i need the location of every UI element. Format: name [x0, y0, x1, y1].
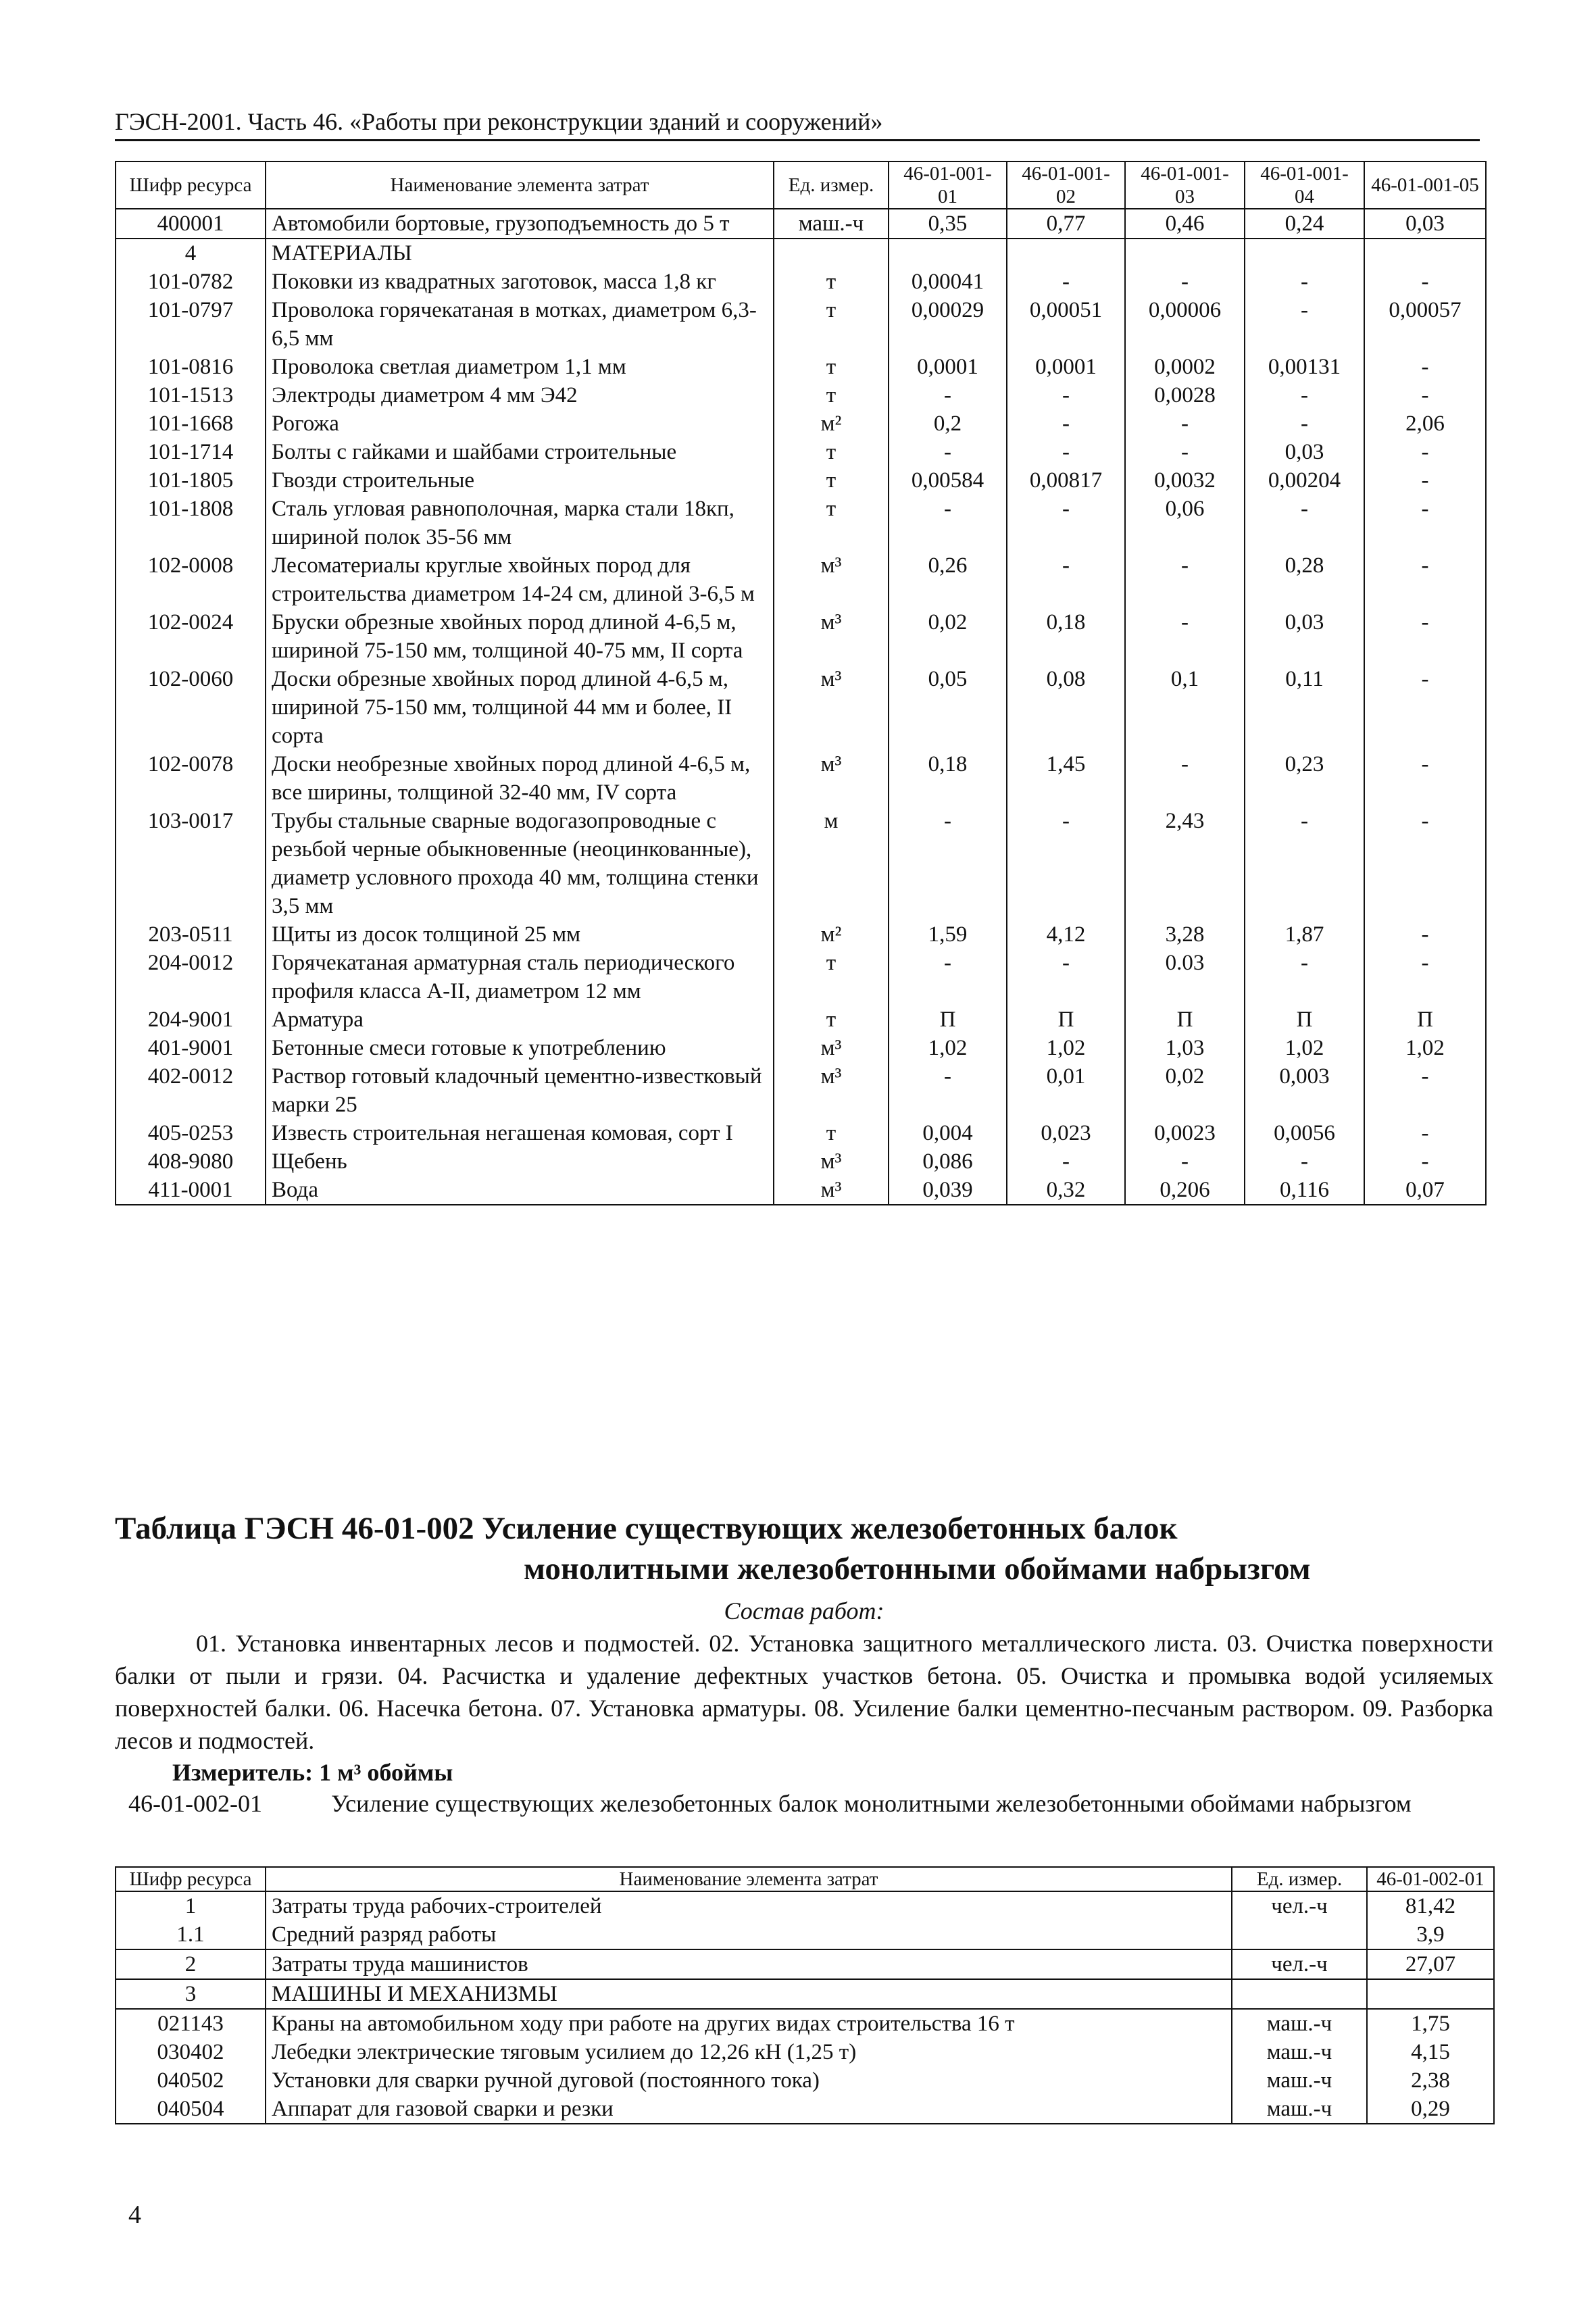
- cell-v4: [1245, 239, 1364, 268]
- cell-unit: м³: [774, 750, 889, 807]
- norm-description: Усиление существующих железобетонных балок монолитными железобетонными обоймами набрызгом: [331, 1790, 1412, 1817]
- cell-v4: 0,24: [1245, 209, 1364, 239]
- cell-code: 1.1: [116, 1920, 266, 1949]
- cell-v2: -: [1007, 381, 1125, 409]
- table-row: [116, 1949, 1494, 1979]
- cell-v1: 0,18: [889, 750, 1007, 807]
- cell-unit: м³: [774, 551, 889, 608]
- cell-v5: 1,02: [1364, 1034, 1486, 1062]
- cell-v1: 1,59: [889, 920, 1007, 949]
- cell-v3: 3,28: [1125, 920, 1245, 949]
- cell-unit: т: [774, 353, 889, 381]
- page-number: 4: [128, 2201, 141, 2229]
- col-header: 46-01-001-03: [1125, 161, 1245, 209]
- cell-v2: 0,01: [1007, 1062, 1125, 1119]
- cell-code: 101-1808: [116, 495, 266, 551]
- cell-v3: [1125, 239, 1245, 268]
- cell-name: Электроды диаметром 4 мм Э42: [266, 381, 774, 409]
- table-row: [116, 296, 1486, 353]
- cell-name: Трубы стальные сварные водогазопроводные с резьбой черные обыкновенные (неоцинкованные), диаметр условного прохода 40 мм, толщина стенки 3,5 мм: [266, 807, 774, 920]
- table-row: [116, 2009, 1494, 2038]
- cell-v5: -: [1364, 381, 1486, 409]
- cell-code: 102-0078: [116, 750, 266, 807]
- col-header: Ед. измер.: [1232, 1867, 1367, 1891]
- cell-v3: 2,43: [1125, 807, 1245, 920]
- resources-table-46-01-001: [115, 161, 1487, 1205]
- table-row: [116, 209, 1486, 239]
- cell-name: Рогожа: [266, 409, 774, 438]
- cell-unit: т: [774, 381, 889, 409]
- composition-text: 01. Установка инвентарных лесов и подмостей. 02. Установка защитного металлического листа. 03. Очистка поверхности балки от пыли и грязи. 04. Расчистка и удаление дефектных участков бетона. 05. Очистка и промывка водой усиляемых поверхностей балки. 06. Насечка бетона. 07. Установка арматуры. 08. Усиление балки цементно-песчаным раствором. 09. Разборка лесов и подмостей.: [115, 1630, 1493, 1754]
- cell-unit: м³: [774, 608, 889, 665]
- cell-v1: -: [889, 381, 1007, 409]
- cell-unit: м³: [774, 1147, 889, 1176]
- cell-v3: П: [1125, 1005, 1245, 1034]
- cell-v1: 0,29: [1367, 2095, 1494, 2124]
- table-row: [116, 239, 1486, 268]
- cell-code: 405-0253: [116, 1119, 266, 1147]
- cell-unit: маш.-ч: [1232, 2038, 1367, 2066]
- cell-code: 101-0797: [116, 296, 266, 353]
- cell-v3: -: [1125, 750, 1245, 807]
- cell-v3: 0,46: [1125, 209, 1245, 239]
- cell-v3: -: [1125, 1147, 1245, 1176]
- cell-v1: 81,42: [1367, 1891, 1494, 1920]
- cell-name: Лебедки электрические тяговым усилием до 12,26 кН (1,25 т): [266, 2038, 1232, 2066]
- cell-v5: -: [1364, 438, 1486, 466]
- cell-v2: П: [1007, 1005, 1125, 1034]
- cell-name: Затраты труда рабочих-строителей: [266, 1891, 1232, 1920]
- cell-unit: м²: [774, 409, 889, 438]
- cell-v5: -: [1364, 268, 1486, 296]
- cell-v5: -: [1364, 807, 1486, 920]
- cell-code: 411-0001: [116, 1176, 266, 1205]
- cell-name: Проволока светлая диаметром 1,1 мм: [266, 353, 774, 381]
- cell-v5: -: [1364, 495, 1486, 551]
- cell-unit: м³: [774, 1176, 889, 1205]
- cell-v3: 0,206: [1125, 1176, 1245, 1205]
- cell-unit: чел.-ч: [1232, 1949, 1367, 1979]
- table-row: [116, 268, 1486, 296]
- cell-code: 101-1805: [116, 466, 266, 495]
- table-title-line-1: Таблица ГЭСН 46-01-002 Усиление существующих железобетонных балок: [115, 1511, 1178, 1546]
- cell-name: Затраты труда машинистов: [266, 1949, 1232, 1979]
- cell-unit: м³: [774, 665, 889, 750]
- cell-v3: 0,0002: [1125, 353, 1245, 381]
- cell-unit: [1232, 1920, 1367, 1949]
- cell-name: Поковки из квадратных заготовок, масса 1,8 кг: [266, 268, 774, 296]
- cell-v3: -: [1125, 268, 1245, 296]
- cell-code: 101-1714: [116, 438, 266, 466]
- cell-v4: 0,0056: [1245, 1119, 1364, 1147]
- cell-name: Бруски обрезные хвойных пород длиной 4-6,5 м, шириной 75-150 мм, толщиной 40-75 мм, II сорта: [266, 608, 774, 665]
- table-row: [116, 409, 1486, 438]
- cell-v1: 0,004: [889, 1119, 1007, 1147]
- cell-v2: 0,77: [1007, 209, 1125, 239]
- cell-unit: т: [774, 1119, 889, 1147]
- cell-name: Арматура: [266, 1005, 774, 1034]
- cell-v1: 0,00029: [889, 296, 1007, 353]
- cell-name: Средний разряд работы: [266, 1920, 1232, 1949]
- cell-unit: т: [774, 495, 889, 551]
- cell-v4: 0,116: [1245, 1176, 1364, 1205]
- cell-v5: -: [1364, 353, 1486, 381]
- table-row: [116, 920, 1486, 949]
- cell-v5: -: [1364, 949, 1486, 1005]
- cell-v4: -: [1245, 296, 1364, 353]
- cell-v1: 0,00041: [889, 268, 1007, 296]
- cell-v3: -: [1125, 551, 1245, 608]
- table-row: [116, 1119, 1486, 1147]
- cell-code: 030402: [116, 2038, 266, 2066]
- resources-table-46-01-002: [115, 1866, 1495, 2124]
- cell-name: Болты с гайками и шайбами строительные: [266, 438, 774, 466]
- cell-v5: -: [1364, 466, 1486, 495]
- table-header-row: [116, 1867, 1494, 1891]
- cell-name: Установки для сварки ручной дуговой (постоянного тока): [266, 2066, 1232, 2095]
- cell-unit: чел.-ч: [1232, 1891, 1367, 1920]
- table-title: [115, 1508, 1493, 1589]
- table-row: [116, 2095, 1494, 2124]
- cell-unit: [1232, 1979, 1367, 2009]
- cell-v1: 0,2: [889, 409, 1007, 438]
- cell-code: 204-0012: [116, 949, 266, 1005]
- cell-code: 102-0008: [116, 551, 266, 608]
- table-row: [116, 2038, 1494, 2066]
- table-row: [116, 1062, 1486, 1119]
- cell-v1: 0,35: [889, 209, 1007, 239]
- cell-v2: -: [1007, 551, 1125, 608]
- cell-unit: маш.-ч: [774, 209, 889, 239]
- cell-v4: П: [1245, 1005, 1364, 1034]
- cell-name: Известь строительная негашеная комовая, сорт I: [266, 1119, 774, 1147]
- cell-v2: -: [1007, 409, 1125, 438]
- cell-v2: -: [1007, 949, 1125, 1005]
- cell-unit: маш.-ч: [1232, 2009, 1367, 2038]
- cell-v4: 0,03: [1245, 608, 1364, 665]
- cell-name: Бетонные смеси готовые к употреблению: [266, 1034, 774, 1062]
- cell-name: Аппарат для газовой сварки и резки: [266, 2095, 1232, 2124]
- table-row: [116, 495, 1486, 551]
- cell-code: 1: [116, 1891, 266, 1920]
- cell-name: Щебень: [266, 1147, 774, 1176]
- cell-v3: 0,00006: [1125, 296, 1245, 353]
- cell-v5: -: [1364, 920, 1486, 949]
- cell-v5: -: [1364, 1062, 1486, 1119]
- cell-code: 204-9001: [116, 1005, 266, 1034]
- cell-v1: П: [889, 1005, 1007, 1034]
- cell-unit: м²: [774, 920, 889, 949]
- cell-v2: 0,023: [1007, 1119, 1125, 1147]
- cell-v2: 0,08: [1007, 665, 1125, 750]
- cell-unit: т: [774, 438, 889, 466]
- cell-name: МАТЕРИАЛЫ: [266, 239, 774, 268]
- cell-code: 3: [116, 1979, 266, 2009]
- cell-v5: -: [1364, 608, 1486, 665]
- cell-code: 021143: [116, 2009, 266, 2038]
- cell-code: 203-0511: [116, 920, 266, 949]
- col-header: Шифр ресурса: [116, 1867, 266, 1891]
- cell-v5: 2,06: [1364, 409, 1486, 438]
- cell-v1: -: [889, 1062, 1007, 1119]
- cell-v1: 0,0001: [889, 353, 1007, 381]
- table-row: [116, 750, 1486, 807]
- cell-code: 101-1668: [116, 409, 266, 438]
- cell-v2: 4,12: [1007, 920, 1125, 949]
- cell-v1: 1,02: [889, 1034, 1007, 1062]
- cell-v4: -: [1245, 1147, 1364, 1176]
- cell-v4: -: [1245, 495, 1364, 551]
- cell-unit: м³: [774, 1062, 889, 1119]
- cell-name: Горячекатаная арматурная сталь периодического профиля класса А-II, диаметром 12 мм: [266, 949, 774, 1005]
- table-row: [116, 1147, 1486, 1176]
- cell-v2: 0,32: [1007, 1176, 1125, 1205]
- cell-v4: 0,00204: [1245, 466, 1364, 495]
- cell-unit: т: [774, 949, 889, 1005]
- cell-v1: 1,75: [1367, 2009, 1494, 2038]
- cell-code: 401-9001: [116, 1034, 266, 1062]
- cell-v4: -: [1245, 807, 1364, 920]
- cell-code: 402-0012: [116, 1062, 266, 1119]
- cell-v1: 0,26: [889, 551, 1007, 608]
- table-row: [116, 2066, 1494, 2095]
- cell-unit: м³: [774, 1034, 889, 1062]
- col-header: Наименование элемента затрат: [266, 1867, 1232, 1891]
- cell-v2: -: [1007, 1147, 1125, 1176]
- cell-code: 101-0782: [116, 268, 266, 296]
- cell-v2: -: [1007, 268, 1125, 296]
- cell-v5: -: [1364, 551, 1486, 608]
- table-row: [116, 1176, 1486, 1205]
- table-row: [116, 1034, 1486, 1062]
- norm-code: 46-01-002-01: [128, 1790, 262, 1817]
- cell-code: 408-9080: [116, 1147, 266, 1176]
- cell-v1: 2,38: [1367, 2066, 1494, 2095]
- col-header: 46-01-001-05: [1364, 161, 1486, 209]
- cell-unit: т: [774, 1005, 889, 1034]
- cell-v2: 0,18: [1007, 608, 1125, 665]
- cell-v3: -: [1125, 608, 1245, 665]
- table-row: [116, 665, 1486, 750]
- cell-v2: 1,45: [1007, 750, 1125, 807]
- table-row: [116, 381, 1486, 409]
- cell-code: 102-0060: [116, 665, 266, 750]
- cell-v2: 0,0001: [1007, 353, 1125, 381]
- cell-v5: -: [1364, 1119, 1486, 1147]
- cell-v2: -: [1007, 438, 1125, 466]
- cell-unit: м: [774, 807, 889, 920]
- cell-v4: 0,28: [1245, 551, 1364, 608]
- cell-v3: 0,0032: [1125, 466, 1245, 495]
- table-row: [116, 807, 1486, 920]
- cell-v4: -: [1245, 381, 1364, 409]
- cell-v4: 0,11: [1245, 665, 1364, 750]
- col-header: 46-01-001-01: [889, 161, 1007, 209]
- cell-v5: -: [1364, 750, 1486, 807]
- table-row: [116, 466, 1486, 495]
- table-header-row: [116, 161, 1486, 209]
- cell-v2: 0,00051: [1007, 296, 1125, 353]
- cell-v3: 0,0028: [1125, 381, 1245, 409]
- cell-v1: [889, 239, 1007, 268]
- cell-v1: 4,15: [1367, 2038, 1494, 2066]
- cell-v1: 0,00584: [889, 466, 1007, 495]
- cell-v3: 1,03: [1125, 1034, 1245, 1062]
- table-title-line-2: монолитными железобетонными обоймами набрызгом: [524, 1551, 1311, 1587]
- cell-code: 400001: [116, 209, 266, 239]
- cell-v4: 0,00131: [1245, 353, 1364, 381]
- cell-v4: 1,87: [1245, 920, 1364, 949]
- cell-name: Проволока горячекатаная в мотках, диаметром 6,3-6,5 мм: [266, 296, 774, 353]
- cell-name: Сталь угловая равнополочная, марка стали 18кп, шириной полок 35-56 мм: [266, 495, 774, 551]
- cell-code: 102-0024: [116, 608, 266, 665]
- cell-code: 101-1513: [116, 381, 266, 409]
- cell-v4: 1,02: [1245, 1034, 1364, 1062]
- cell-v2: 1,02: [1007, 1034, 1125, 1062]
- meter-label: Измеритель: 1 м³ обоймы: [172, 1759, 453, 1786]
- cell-v2: -: [1007, 495, 1125, 551]
- cell-v1: -: [889, 807, 1007, 920]
- table-row: [116, 551, 1486, 608]
- cell-name: МАШИНЫ И МЕХАНИЗМЫ: [266, 1979, 1232, 2009]
- norm-entry: [128, 1788, 1480, 1819]
- col-header: Шифр ресурса: [116, 161, 266, 209]
- cell-name: Доски обрезные хвойных пород длиной 4-6,5 м, шириной 75-150 мм, толщиной 44 мм и более, II сорта: [266, 665, 774, 750]
- cell-code: 4: [116, 239, 266, 268]
- table-row: [116, 1979, 1494, 2009]
- cell-v2: 0,00817: [1007, 466, 1125, 495]
- table-row: [116, 353, 1486, 381]
- table-row: [116, 949, 1486, 1005]
- col-header: 46-01-001-02: [1007, 161, 1125, 209]
- cell-name: Раствор готовый кладочный цементно-известковый марки 25: [266, 1062, 774, 1119]
- cell-v1: -: [889, 438, 1007, 466]
- cell-name: Щиты из досок толщиной 25 мм: [266, 920, 774, 949]
- cell-v1: 0,039: [889, 1176, 1007, 1205]
- cell-v2: [1007, 239, 1125, 268]
- cell-v1: 27,07: [1367, 1949, 1494, 1979]
- composition-title: Состав работ:: [724, 1597, 884, 1624]
- cell-v3: 0,02: [1125, 1062, 1245, 1119]
- table-row: [116, 1005, 1486, 1034]
- cell-v5: [1364, 239, 1486, 268]
- cell-v5: 0,07: [1364, 1176, 1486, 1205]
- cell-v3: 0,1: [1125, 665, 1245, 750]
- cell-unit: т: [774, 268, 889, 296]
- cell-v1: -: [889, 949, 1007, 1005]
- cell-v1: 0,05: [889, 665, 1007, 750]
- cell-v3: -: [1125, 409, 1245, 438]
- cell-unit: маш.-ч: [1232, 2066, 1367, 2095]
- cell-v4: -: [1245, 409, 1364, 438]
- cell-v3: 0,06: [1125, 495, 1245, 551]
- table-row: [116, 438, 1486, 466]
- cell-v5: 0,00057: [1364, 296, 1486, 353]
- cell-name: Автомобили бортовые, грузоподъемность до 5 т: [266, 209, 774, 239]
- cell-unit: т: [774, 466, 889, 495]
- cell-v1: [1367, 1979, 1494, 2009]
- cell-v4: 0,23: [1245, 750, 1364, 807]
- cell-v4: 0,03: [1245, 438, 1364, 466]
- cell-unit: маш.-ч: [1232, 2095, 1367, 2124]
- cell-code: 040502: [116, 2066, 266, 2095]
- table-row: [116, 1920, 1494, 1949]
- table-row: [116, 1891, 1494, 1920]
- cell-v5: -: [1364, 1147, 1486, 1176]
- cell-code: 101-0816: [116, 353, 266, 381]
- col-header: 46-01-001-04: [1245, 161, 1364, 209]
- cell-name: Вода: [266, 1176, 774, 1205]
- cell-v4: -: [1245, 949, 1364, 1005]
- cell-name: Гвозди строительные: [266, 466, 774, 495]
- cell-code: 103-0017: [116, 807, 266, 920]
- cell-v1: 0,02: [889, 608, 1007, 665]
- cell-v5: П: [1364, 1005, 1486, 1034]
- cell-v1: -: [889, 495, 1007, 551]
- col-header: Наименование элемента затрат: [266, 161, 774, 209]
- cell-code: 2: [116, 1949, 266, 1979]
- cell-v2: -: [1007, 807, 1125, 920]
- page-header: ГЭСН-2001. Часть 46. «Работы при реконструкции зданий и сооружений»: [115, 107, 1480, 141]
- cell-v4: 0,003: [1245, 1062, 1364, 1119]
- cell-v4: -: [1245, 268, 1364, 296]
- cell-name: Лесоматериалы круглые хвойных пород для строительства диаметром 14-24 см, длиной 3-6,5 м: [266, 551, 774, 608]
- cell-v1: 3,9: [1367, 1920, 1494, 1949]
- col-header: Ед. измер.: [774, 161, 889, 209]
- col-header: 46-01-002-01: [1367, 1867, 1494, 1891]
- cell-v3: -: [1125, 438, 1245, 466]
- cell-code: 040504: [116, 2095, 266, 2124]
- cell-v3: 0.03: [1125, 949, 1245, 1005]
- cell-v5: -: [1364, 665, 1486, 750]
- table-row: [116, 608, 1486, 665]
- cell-v1: 0,086: [889, 1147, 1007, 1176]
- cell-name: Доски необрезные хвойных пород длиной 4-6,5 м, все ширины, толщиной 32-40 мм, IV сорта: [266, 750, 774, 807]
- cell-v5: 0,03: [1364, 209, 1486, 239]
- cell-v3: 0,0023: [1125, 1119, 1245, 1147]
- cell-unit: [774, 239, 889, 268]
- cell-unit: т: [774, 296, 889, 353]
- cell-name: Краны на автомобильном ходу при работе на других видах строительства 16 т: [266, 2009, 1232, 2038]
